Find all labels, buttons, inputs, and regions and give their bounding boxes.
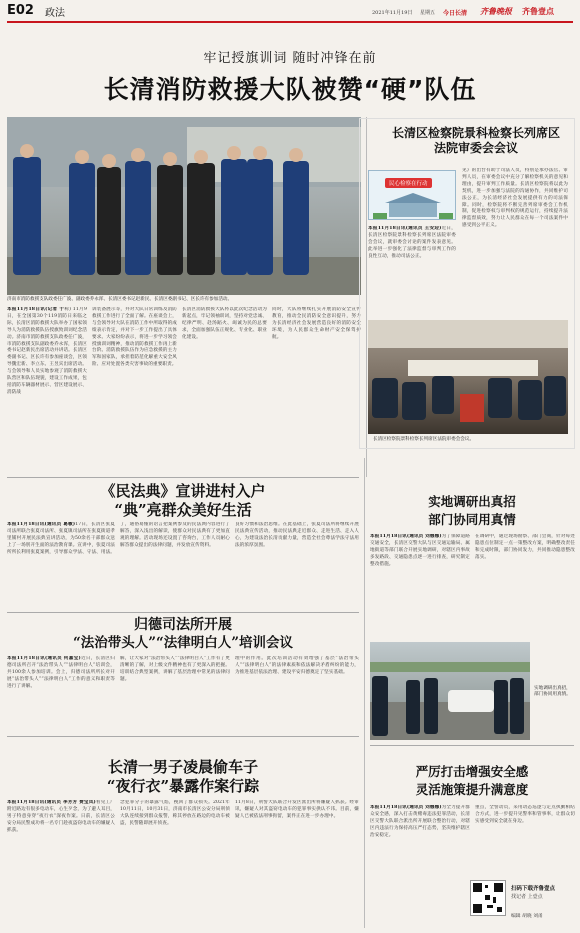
lead-body-col3: 长清区消防救援大队将以此次纪念活动为新起点，牢记领袖训词，坚持对党忠诚、纪律严明、赴汤蹈火、竭诚为民的总要求，全面加强队伍正规化、专业化、职业化建设。 — [182, 307, 267, 340]
lead-title: 长清消防救援大队被赞“硬”队伍 — [103, 75, 477, 104]
officers-roadside-illustration — [370, 642, 530, 740]
crack-text-left: 为全力提升群众安全感，深入打击黄赌毒违法犯罪活动，长清区交警大队联合派出所开展联合整治行动，对辖区内违法行为保持高压严打态势，坚决维护辖区治安稳定。 — [370, 805, 470, 838]
guide-body-col3: 理中的作用。此次培训活动有效增强了基层“法治带头人”“法律明白人”的法律素质和依法解决矛盾纠纷的能力，为推进基层依法治理、建设平安归德奠定了坚实基础。 — [235, 656, 359, 675]
minfa-body-col2: 了，通俗易懂的语言把案例参及的民法典内容进行了解答，深入浅出的解读，使群众对民法典有了更加直观的理解。活动现场还设置了咨询台，工作人员耐心解答群众提出的法律问题，并发放宣传资料。 — [120, 522, 230, 548]
side1-photo — [368, 320, 568, 434]
guide-text-1: 近日，长清区归德司法所召开“法治带头人”“法律明白人”培训会，共100余人参加培训。会上，归德司法所所长对开展“法治带头人”“法律明白人”工作的意义和职责等进行了讲解。 — [7, 656, 115, 689]
survey-title-1: 实地调研出真招 — [428, 494, 516, 509]
qr-code-icon — [471, 881, 505, 915]
minfa-body-col1 — [7, 522, 115, 610]
minfa-text-1: 17日，长清区张夏司法所联合张夏司法所、张夏镇司法所在张夏街道孝里铺村开展民法典宣讲活动，为50余名干部群众送上了一场别开生面的法治教育课。宣讲中，张夏司法所所长利用张夏案例，引导群众学法、守法、用法。 — [7, 522, 115, 555]
crack-dateline: 本报11月18日讯(通讯员 刘娜娜) — [370, 805, 442, 810]
qr-label: 扫码下载齐鲁壹点 — [511, 886, 556, 892]
section-rule — [7, 612, 359, 613]
badge-text: 民心检察在行动 — [385, 178, 432, 188]
survey-body-right: 在调研中，通过现场勘察、部门会商，针对每处隐患点位制定一点一策整改方案，明确整改责任和完成时限，部门协同发力，共同推动隐患整改落实。 — [475, 534, 575, 560]
issue-date: 2021年11月19日 — [372, 10, 413, 16]
guide-body-col2: 解，让大家对“法治带头人”“法律明白人”工作有了更清晰的了解，对上级文件精神也有了更深入的把握。培训结合典型案例，讲解了基层治理中常见的法律问题。 — [120, 656, 230, 682]
side1-body-right: 见》的出台有助于司法人员，特别是承办法官、审判人员，在审委会议中充分了解检察机关的意见和理由，提升审判工作质量。长清区检察院将以此为契机，进一步加强与法院的沟通协作，共同维护司法公正，为长清经济社会发展提供有力的司法保障。同时，检察院将不断完善列席审委会工作机制，促进检察权与审判权的规范运行，持续提升法律监督质效，努力让人民群众在每一个司法案件中感受到公平正义。 — [462, 168, 568, 229]
section-rule — [7, 736, 359, 737]
side1-title: 长清区检察院景科检察长列席区法院审委会会议 — [391, 126, 560, 155]
theft-title-1: 长清一男子凌晨偷车子 — [107, 758, 258, 776]
theft-text-1: 看见工厂附近路边有很多电动车，心生歹念，为了避人耳目，男子特意身穿“夜行衣”深夜作案。日前，长清区公安分局民警成功将一名专门趁夜盗窃电动车的嫌疑人抓获。 — [7, 800, 115, 833]
section-rule — [370, 745, 574, 746]
section-label: 政法 — [45, 8, 65, 19]
guide-dateline: 本报11月18日讯(通讯员 何嘉宝) — [7, 656, 81, 661]
lead-dateline: 本报11月18日讯(记者 于 — [7, 307, 65, 312]
lead-photo — [7, 117, 361, 295]
theft-title-2: “夜行衣”暴露作案行踪 — [106, 777, 260, 795]
survey-photo — [370, 642, 530, 740]
minfa-title-2: “典”亮群众美好生活 — [114, 501, 252, 519]
theft-body-col3: 11月8日，刑警大队联合开发区派出所将嫌疑人抓获。经审讯，嫌疑人对其盗窃电动车的犯罪事实供认不讳。目前，嫌疑人已被依法刑事拘留，案件正在进一步办理中。 — [235, 800, 359, 819]
page-number: E02 — [7, 3, 34, 18]
section-rule — [7, 477, 359, 478]
court-building-icon — [369, 191, 456, 220]
theft-body-col2: 念犯罪分子的暴露气焰，挽回了群众损失。2021年10月11日，10月31日，济南市长清区公安分局刑侦大队连续接到群众报警，称其停放在路边的电动车被盗，民警随即展开侦查。 — [120, 800, 230, 826]
survey-text-left: 为了保障道路交通安全，长清区交警大队与区交通运输局、属地街道等部门联合开展实地调研，对辖区内事故多发路段、交通隐患点逐一进行排查，研究制定整改措施。 — [370, 534, 470, 567]
masthead-rule — [7, 21, 573, 23]
side1-dateline: 本报11月18日讯(通讯员 王安迎) — [368, 226, 442, 231]
lead-text-1: 称) 11月9日，在全国第30个119消防日来临之际，长清区消防救援大队举办了国家领导人为消防救援队伍授旗致训词纪念活动。济南市消防救援支队政委任广波，市消防救援支队副政委乔永浑，长清区委书记赵新民出席活动并讲话。长清区委副书记、区长许有参加座谈会，区领导魏宏新、李立东、王昱宾出席活动。与会领导和人员实地参观了消防救援大队营区和队伍现貌，建设工作成果，包括消防车辆器材展示、营区建设展示、消防战 — [7, 307, 87, 395]
side1-body-left — [368, 226, 456, 316]
survey-photo-caption: 实地调研出真招，部门协同用真情。 — [534, 686, 571, 697]
lead-body-col1 — [7, 307, 87, 475]
guide-title-1: 归德司法所开展 — [134, 617, 232, 633]
guide-title-2: “法治带头人”“法律明白人”培训会议 — [72, 635, 294, 651]
survey-body-left — [370, 534, 470, 638]
minfa-dateline: 本报11月18日讯(通讯员 葛敏) — [7, 522, 76, 527]
qr-code[interactable] — [470, 880, 506, 916]
paper-logo: 齐鲁晚报 — [480, 6, 512, 16]
guide-body-col1 — [7, 656, 115, 734]
theft-body-col1 — [7, 800, 115, 928]
side1-badge — [368, 170, 456, 220]
lead-body-col4: 同时，大队将继续扎实开展消防安全宣传教育，推动全民消防安全意识提升，努力为长清经济社会发展营造良好的消防安全环境，为人民群众生命财产安全保驾护航。 — [272, 307, 361, 340]
qr-sublabel: 找记者 上壹点 — [511, 894, 543, 900]
minfa-title-1: 《民法典》宣讲进村入户 — [100, 482, 266, 500]
meeting-room-illustration — [368, 320, 568, 434]
crack-body-right: 重点，全警动员，采用动态巡逻与定点执勤相结合方式，进一步提升见警率和管事率，让群众切实感受到安全就在身边。 — [475, 805, 575, 824]
crack-body-left — [370, 805, 470, 929]
crack-title-1: 严厉打击增强安全感 — [415, 764, 529, 779]
editor-credits: 编辑 胡晓 刘甬 — [511, 914, 543, 919]
edition-label: 今日长清 — [443, 10, 468, 17]
lead-kicker: 牢记授旗训词 随时冲锋在前 — [203, 51, 377, 66]
lead-body-col2: 训装备展示等，并对大队日常训练及消防救援工作进行了全面了解。在座谈会上，与会领导对大队在消防工作中所取得的成绩表示肯定，并对下一步工作提出了具体要求。大家纷纷表示，将进一步学习领会授旗训词精神，推动消防救援工作再上新台阶。消防救援队伍作为应急救援的主力军和国家队，承担着防范化解重大安全风险、应对处置各类灾害事故的重要职责。 — [92, 307, 177, 368]
brand-logo: 齐鲁壹点 — [522, 7, 554, 16]
column-divider — [364, 458, 365, 928]
side1-text-left: 近日，长清区检察院景科检察长列席区法院审委会会议，就审委会讨论的案件发表意见。此举进一步强化了法律监督与审判工作的良性互动，推动司法公正。 — [368, 226, 456, 259]
survey-dateline: 本报11月18日讯(通讯员 刘娜娜) — [370, 534, 442, 539]
survey-title-2: 部门协同用真情 — [428, 512, 516, 527]
crack-title-2: 灵活施策提升满意度 — [415, 782, 529, 797]
issue-weekday: 星期五 — [420, 10, 436, 16]
firefighters-group-illustration — [7, 117, 361, 295]
side1-photo-caption: 长清区检察院景科检察长列席区法院审委会会议。 — [373, 437, 475, 442]
theft-dateline: 本报11月18日讯(通讯员 李芳芳 费宝凤) — [7, 800, 96, 805]
minfa-body-col3: 良好习惯和法治思维。在此基础上，张夏司法所将继续开展民法典宣传活动，推动民法典走近群众、走进生活、走入人心，为建设法治长清贡献力量，营造全社会尊法学法守法用法的浓厚氛围。 — [235, 522, 359, 548]
lead-photo-caption: 济南市消防救援支队政委任广波、副政委乔永浑、长清区委书记赵新民、长清区委副书记、区长许有参加活动。 — [7, 297, 233, 302]
